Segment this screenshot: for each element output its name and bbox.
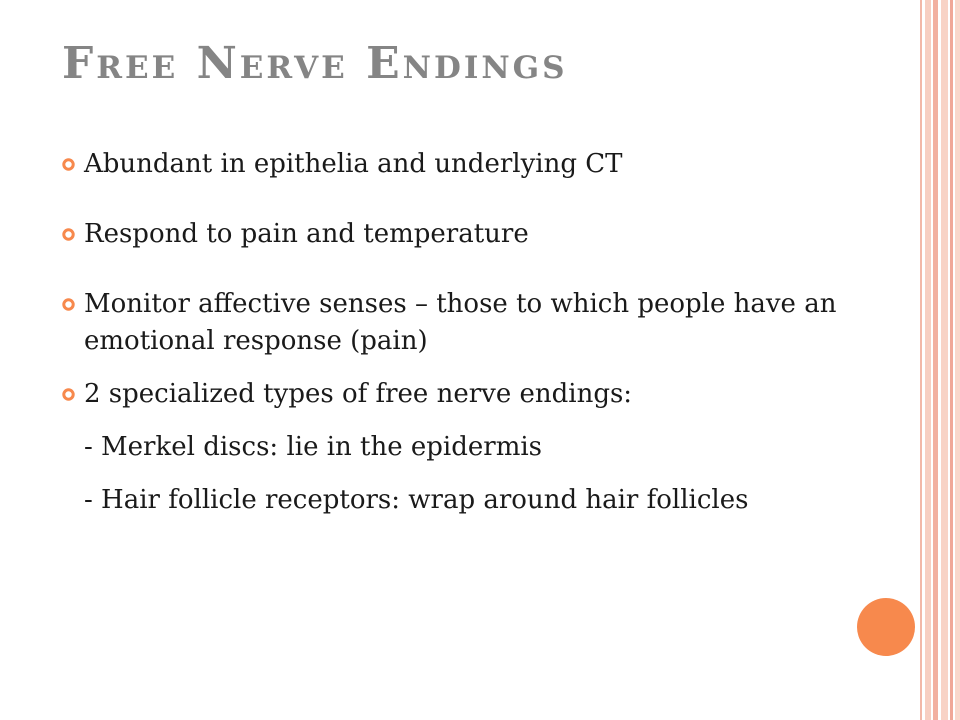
decorative-stripe [920,0,922,720]
bullet-text: 2 specialized types of free nerve endings: [84,379,633,409]
bullet-ring-icon [62,388,75,401]
bullet-list [62,146,912,519]
accent-dot [857,598,915,656]
bullet-ring-icon [62,298,75,311]
sub-item-text: - Hair follicle receptors: wrap around hair follicles [84,485,749,515]
decorative-stripe [941,0,948,720]
decorative-stripe [933,0,938,720]
slide-title: Free Nerve Endings [62,38,568,89]
sub-item-text: - Merkel discs: lie in the epidermis [84,432,543,462]
bullet-ring-icon [62,158,75,171]
decorative-stripe [950,0,953,720]
bullet-text: Respond to pain and temperature [84,219,529,249]
decorative-stripe [925,0,931,720]
sub-item [62,482,912,519]
bullet-text: Monitor affective senses – those to which people have an emotional response (pain) [84,289,837,356]
sub-item [62,429,912,466]
decorative-stripe [955,0,960,720]
bullet-item [62,146,912,183]
bullet-ring-icon [62,228,75,241]
bullet-item [62,216,912,253]
bullet-item [62,286,912,360]
bullet-item [62,376,912,413]
bullet-text: Abundant in epithelia and underlying CT [84,149,623,179]
